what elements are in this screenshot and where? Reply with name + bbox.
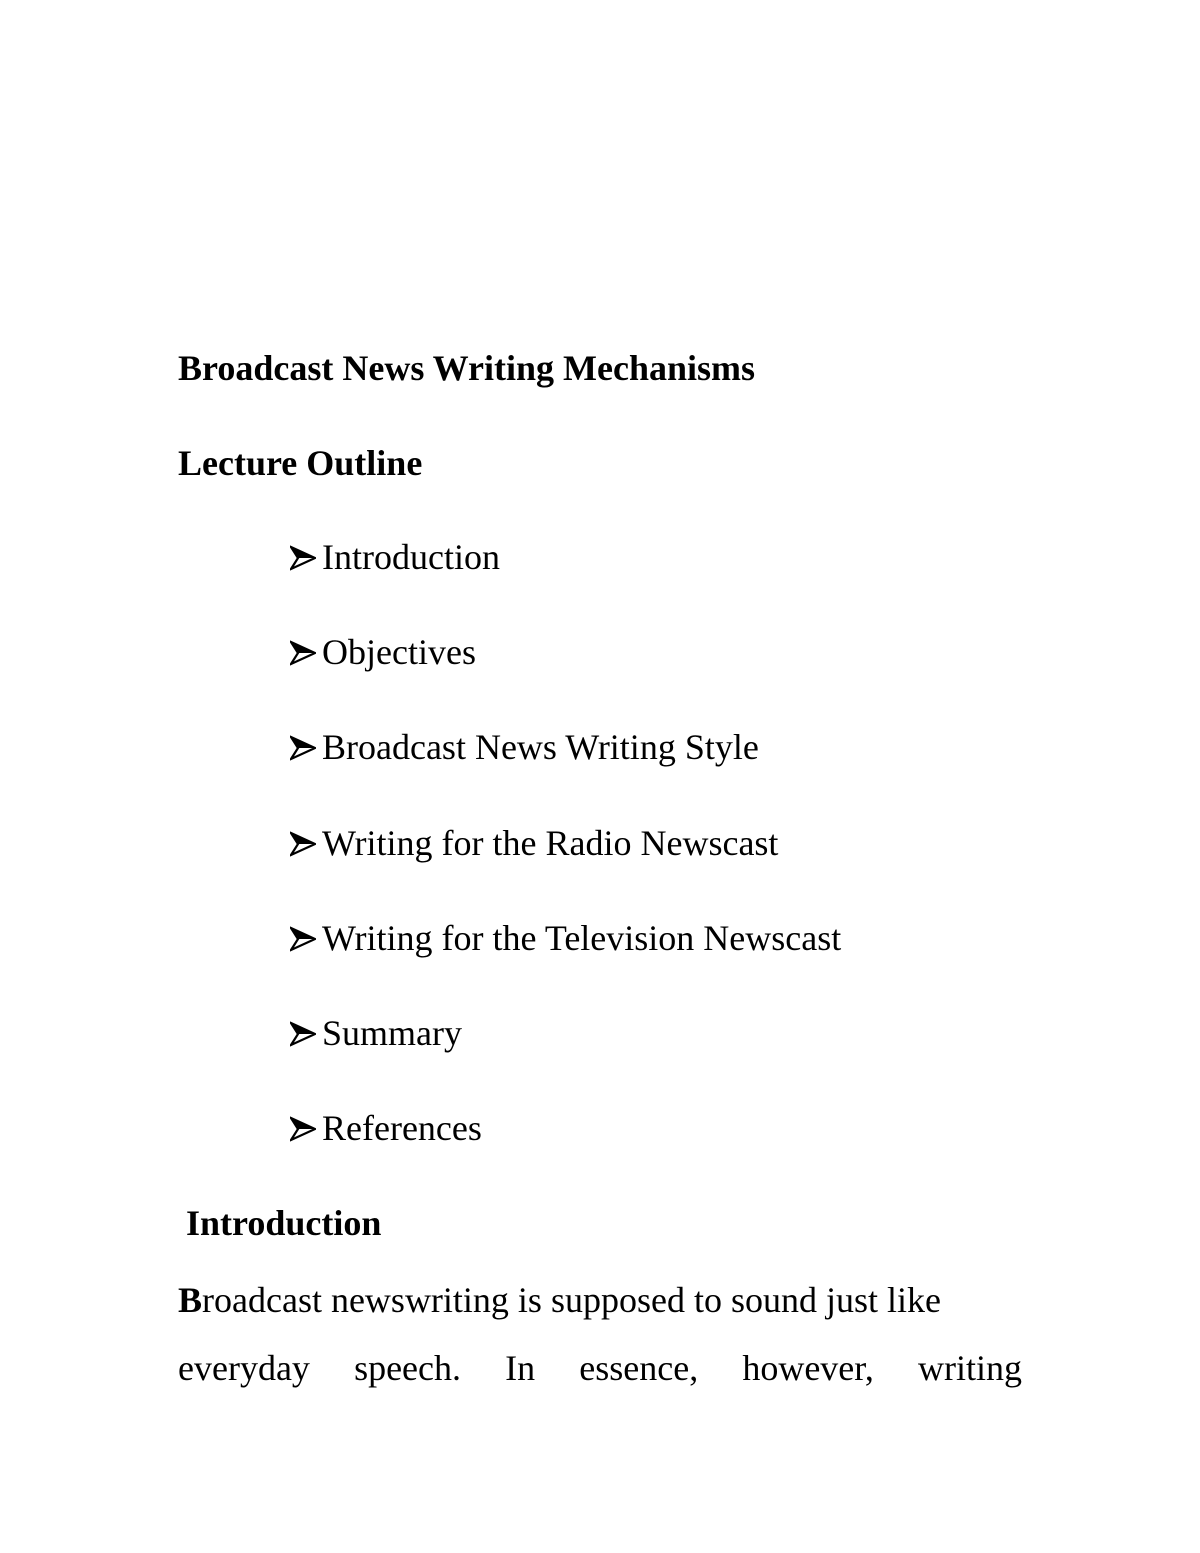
arrowhead-bullet-icon [290, 820, 316, 866]
outline-item-label: Summary [322, 1012, 462, 1053]
outline-item [290, 724, 841, 819]
paragraph-word: writing [917, 1348, 1022, 1388]
paragraph-word: essence, [579, 1348, 699, 1388]
outline-item-label: Objectives [322, 632, 476, 673]
arrowhead-bullet-icon [290, 724, 316, 770]
outline-item-label: Writing for the Radio Newscast [322, 822, 779, 863]
arrowhead-bullet-icon [290, 1105, 316, 1151]
paragraph-word: everyday [178, 1348, 310, 1388]
paragraph-word: speech. [354, 1348, 462, 1388]
outline-item [290, 1105, 841, 1200]
arrowhead-bullet-icon [290, 629, 316, 675]
outline-item-label: Writing for the Television Newscast [322, 917, 842, 958]
arrowhead-bullet-icon [290, 915, 316, 961]
arrowhead-bullet-icon [290, 534, 316, 580]
outline-item [290, 820, 841, 915]
paragraph-word: In [505, 1348, 536, 1388]
paragraph-word: however, [742, 1348, 874, 1388]
outline-item [290, 915, 841, 1010]
paragraph-line [178, 1266, 1022, 1334]
outline-item-label: Introduction [322, 537, 500, 577]
outline-heading: Lecture Outline [178, 443, 423, 483]
paragraph-line [178, 1334, 1022, 1402]
outline-item [290, 629, 841, 724]
introduction-paragraph [178, 1266, 1022, 1402]
document-title: Broadcast News Writing Mechanisms [178, 348, 756, 388]
outline-list [290, 534, 841, 1200]
paragraph-line-text: roadcast newswriting is supposed to sound just like [202, 1280, 941, 1320]
section-heading-introduction: Introduction [186, 1203, 382, 1243]
arrowhead-bullet-icon [290, 1010, 316, 1056]
outline-item [290, 534, 841, 629]
outline-item [290, 1010, 841, 1105]
outline-item-label: References [322, 1108, 482, 1149]
outline-item-label: Broadcast News Writing Style [322, 727, 759, 768]
paragraph-first-letter: B [178, 1280, 203, 1320]
